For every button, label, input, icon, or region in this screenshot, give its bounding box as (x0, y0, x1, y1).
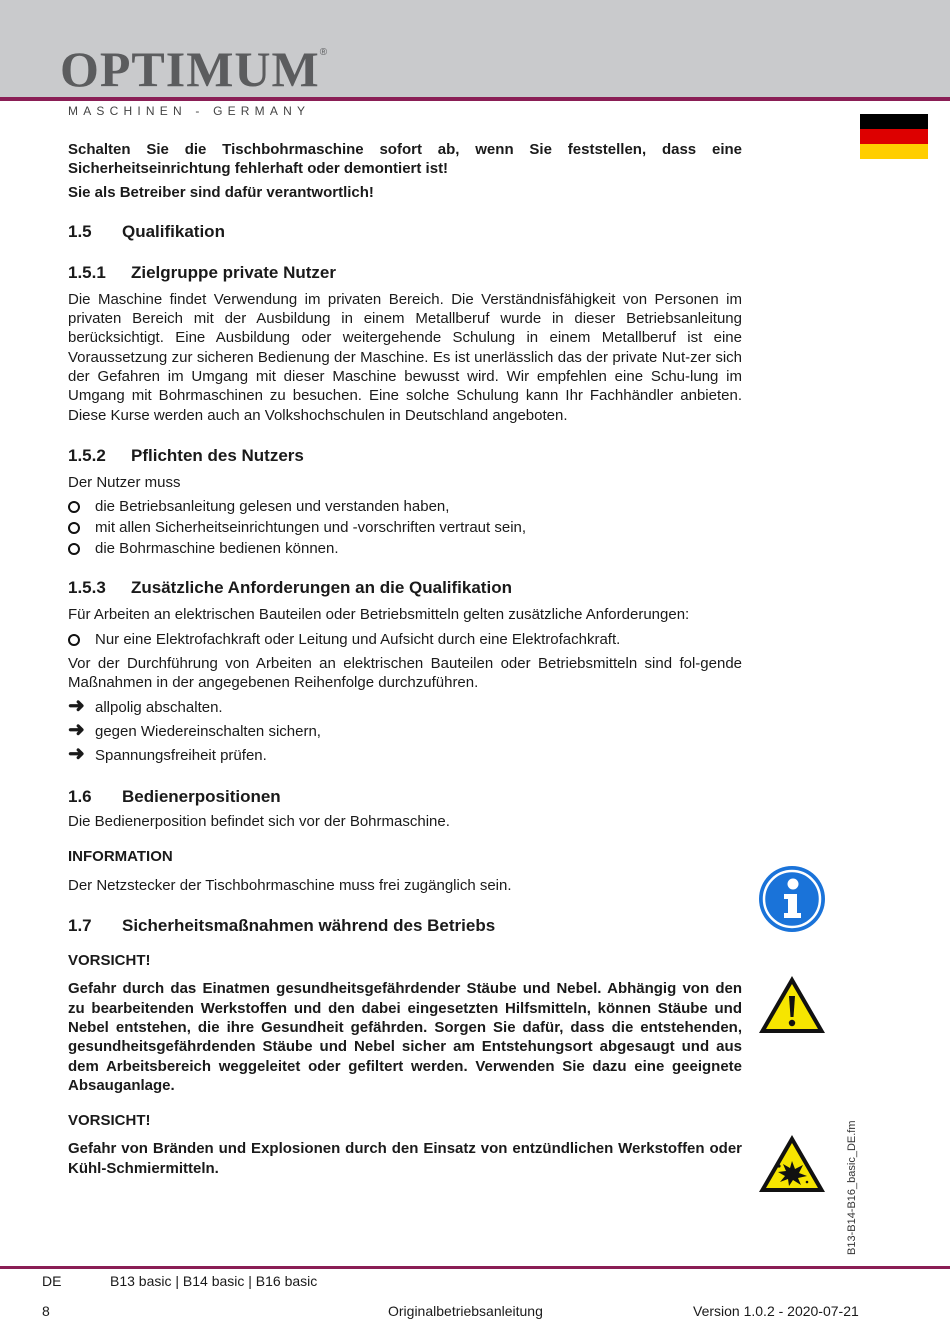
header-rule (0, 97, 950, 101)
section-1-5-2-heading: 1.5.2 Pflichten des Nutzers (68, 445, 304, 465)
section-1-6-heading: 1.6 Bedienerpositionen (68, 787, 281, 807)
caution-text-1: Gefahr durch das Einatmen gesundheitsgefährdender Stäube und Nebel. Abhängig von den zu bearbeitenden Werkstoffen und den dabei eingesetzten Hilfsmitteln, können Stäube und Nebel entstehen, die ihre Gesundheit gefährden. Sorgen Sie dafür, dass die entstehenden, gesundheitsgefährdenden Stäube und Nebel sicher am Entstehungsort abgesaugt und aus dem Arbeitsbereich weggeleitet oder gefiltert werden. Verwenden Sie dazu eine geeignete Absauganlage. (68, 980, 742, 1094)
section-1-5-3-heading: 1.5.3 Zusätzliche Anforderungen an die Qualifikation (68, 578, 512, 598)
footer-language: DE (42, 1273, 62, 1289)
warning-icon (757, 974, 827, 1036)
section-1-7-heading: 1.7 Sicherheitsmaßnahmen während des Betriebs (68, 916, 496, 936)
german-flag-icon (860, 114, 928, 159)
list-item: die Bohrmaschine bedienen können. (68, 538, 742, 559)
section-1-5-3-para: Vor der Durchführung von Arbeiten an elektrischen Bauteilen oder Betriebsmitteln sind fol-gende Maßnahmen in der angegebenen Reihenfolge durchzuführen. (68, 654, 742, 691)
duties-list (68, 496, 742, 559)
list-item: ➜ Spannungsfreiheit prüfen. (68, 743, 267, 766)
list-item: Nur eine Elektrofachkraft oder Leitung und Aufsicht durch eine Elektrofachkraft. (68, 629, 742, 650)
caution-label-1: VORSICHT! (68, 952, 151, 970)
section-1-5-1-body: Die Maschine findet Verwendung im privaten Bereich. Die Verständnisfähigkeit von Personen im privaten Bereich mit der Ausbildung in einem Metallberuf wurde in dieser Betriebsanleitung berücksichtigt. Eine Ausbildung oder weitergehende Schulung in einem Metallberuf ist eine Voraussetzung zur sicheren Bedienung der Maschine. Es ist unerlässlich das der private Nut-zer sich der Gefahren im Umgang mit dieser Maschine bewusst wird. Wir empfehlen eine Schu-lung im Umgang mit Bohrmaschinen zu besuchen. Eine solche Schulung kann Ihr Fachhändler anbieten. Diese Kurse werden auch an Volkshochschulen in Deutschland angeboten. (68, 290, 742, 424)
list-item: mit allen Sicherheitseinrichtungen und -vorschriften vertraut sein, (68, 517, 742, 538)
steps-list (68, 696, 742, 768)
caution-text-2: Gefahr von Bränden und Explosionen durch den Einsatz von entzündlichen Werkstoffen oder Kühl-Schmiermitteln. (68, 1140, 742, 1177)
bullet-circle-icon (68, 522, 80, 534)
section-1-5-heading: 1.5 Qualifikation (68, 221, 225, 241)
information-label: INFORMATION (68, 848, 173, 866)
bullet-circle-icon (68, 634, 80, 646)
list-item: ➜ allpolig abschalten. (68, 695, 223, 718)
optimum-logo: OPTIMUM® (60, 41, 329, 97)
footer-models: B13 basic | B14 basic | B16 basic (110, 1273, 318, 1289)
source-filename: B13-B14-B16_basic_DE.fm (846, 1120, 858, 1255)
footer-document: Originalbetriebsanleitung (388, 1303, 543, 1319)
intro-responsibility: Sie als Betreiber sind dafür verantwortlich! (68, 183, 374, 201)
footer-version: Version 1.0.2 - 2020-07-21 (693, 1303, 859, 1319)
list-item: die Betriebsanleitung gelesen und verstanden haben, (68, 496, 742, 517)
footer-rule (0, 1266, 950, 1269)
caution-label-2: VORSICHT! (68, 1112, 151, 1130)
arrow-right-icon: ➜ (68, 719, 85, 742)
info-icon (757, 864, 827, 934)
arrow-right-icon: ➜ (68, 743, 85, 766)
page-number: 8 (42, 1303, 50, 1319)
section-1-5-1-heading: 1.5.1 Zielgruppe private Nutzer (68, 262, 336, 282)
bullet-circle-icon (68, 543, 80, 555)
bullet-circle-icon (68, 501, 80, 513)
page-content (68, 140, 742, 1178)
logo-subtitle: MASCHINEN - GERMANY (68, 104, 311, 118)
section-1-6-body: Die Bedienerposition befindet sich vor der Bohrmaschine. (68, 813, 450, 831)
list-item: ➜ gegen Wiedereinschalten sichern, (68, 719, 321, 742)
arrow-right-icon: ➜ (68, 695, 85, 718)
section-1-5-3-intro: Für Arbeiten an elektrischen Bauteilen oder Betriebsmitteln gelten zusätzliche Anforderungen: (68, 606, 690, 624)
intro-warning: Schalten Sie die Tischbohrmaschine sofort ab, wenn Sie feststellen, dass eine Sicherheitseinrichtung fehlerhaft oder demontiert ist! (68, 141, 742, 178)
section-1-5-2-intro: Der Nutzer muss (68, 473, 181, 491)
information-text: Der Netzstecker der Tischbohrmaschine muss frei zugänglich sein. (68, 876, 512, 894)
explosion-warning-icon (757, 1133, 827, 1195)
electrician-list (68, 629, 742, 650)
